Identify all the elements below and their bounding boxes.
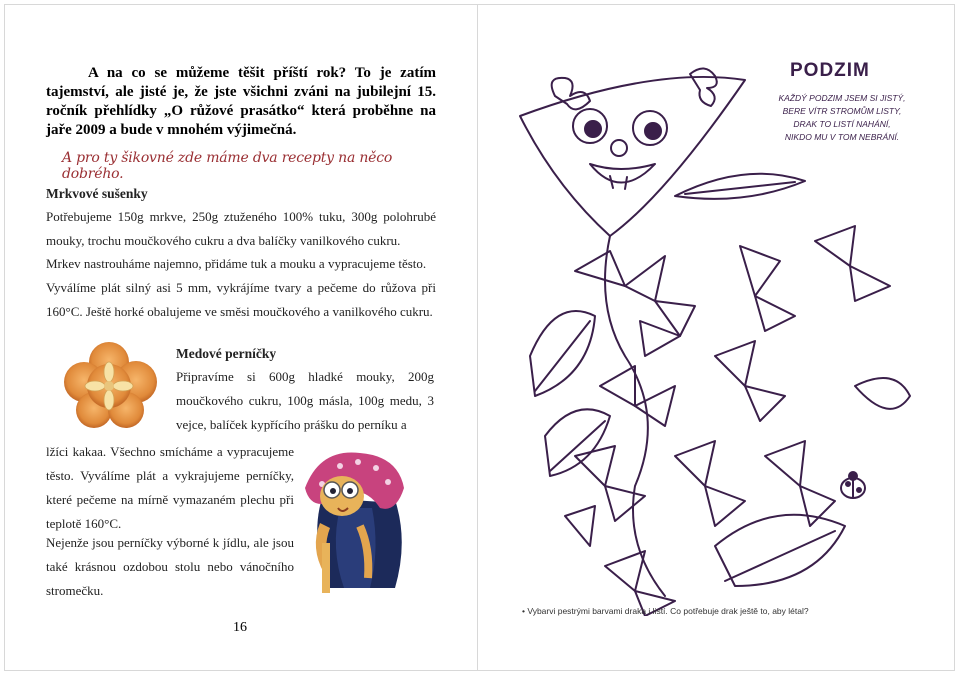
recipe-gingerbread-note: Nejenže jsou perníčky výborné k jídlu, ale jsou také krásnou ozdobou stolu nebo vánočního stromečku. [46,535,294,598]
poem-line: NIKDO MU V TOM NEBRÁNÍ. [784,132,900,142]
recipe-carrot-step2: Vyválíme plát silný asi 5 mm, vykrájíme tvary a pečeme do růžova při 160°C. Ještě horké obalujeme ve směsi moučkového a vanilkového cukru. [46,280,436,319]
poem-line: KAŽDÝ PODZIM JSEM SI JISTÝ, [778,93,906,103]
recipe-gingerbread-ingredients: Připravíme si 600g hladké mouky, 200g moučkového cukru, 100g másla, 100g medu, 3 vejce, balíček kypřícího prášku do perníku a [176,369,434,432]
coloring-instruction: • Vybarvi pestrými barvami draka i listí. Co potřebuje drak ještě to, aby létal? [522,606,809,616]
recipe-carrot-step1: Mrkev nastrouháme najemno, přidáme tuk a mouku a vypracujeme těsto. [46,256,427,271]
kite-coloring-illustration [515,56,915,616]
recipe-title-carrot: Mrkvové sušenky [46,186,148,201]
script-line: A pro ty šikovné zde máme dva recepty na něco dobrého. [62,150,393,182]
poem-line: BERE VÍTR STROMŮM LISTY, [782,106,902,116]
podzim-title: PODZIM [790,60,870,81]
recipe-title-gingerbread: Medové perníčky [176,346,277,361]
recipe-carrot-ingredients: Potřebujeme 150g mrkve, 250g ztuženého 100% tuku, 300g polohrubé mouky, trochu moučkového cukru a dva balíčky vanilkového cukru. [46,209,436,248]
intro-paragraph: A na co se můžeme těšit příští rok? To je zatím tajemství, ale jisté je, že jste všichni zváni na jubilejní 15. ročník přehlídky „O růžové prasátko“ která proběhne na jaře 2009 a bude v mnohém výjimečná. [46,65,436,138]
recipe-gingerbread-steps: lžíci kakaa. Všechno smícháme a vypracujeme těsto. Vyválíme plát a vykrajujeme perníčky, které pečeme na mírně vymazaném plechu při teplotě 160°C. [46,444,294,531]
page-spine [477,4,478,671]
cookie-photo [54,340,164,430]
page-number: 16 [233,620,247,635]
kite-body [520,77,745,236]
poem-line: DRAK TO LISTÍ NAHÁNÍ, [793,119,891,129]
doll-photo [300,448,410,598]
